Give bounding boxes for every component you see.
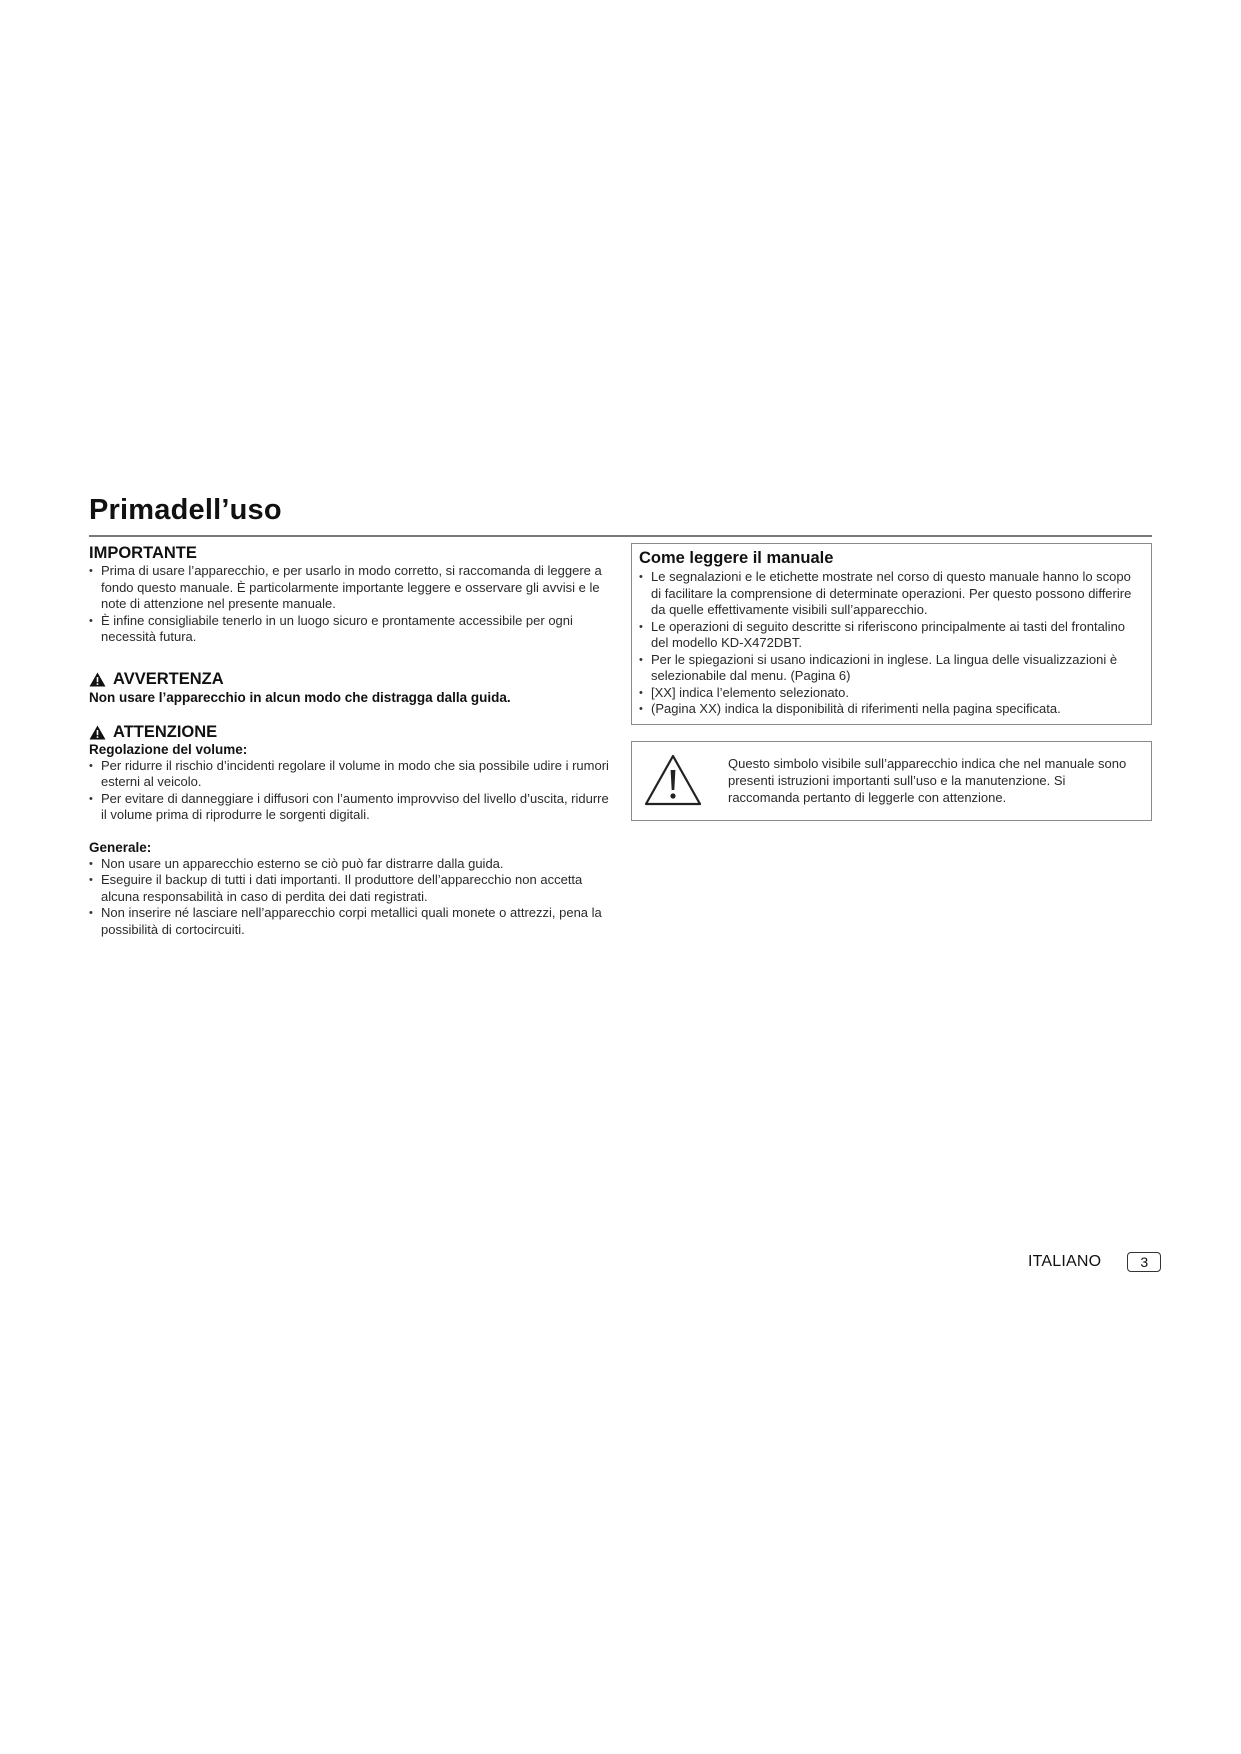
- footer-language: ITALIANO: [1028, 1253, 1102, 1270]
- importante-heading: IMPORTANTE: [89, 544, 197, 562]
- symbol-notice-box: [631, 741, 1152, 821]
- list-item: • Non inserire né lasciare nell’apparecchio corpi metallici quali monete o attrezzi, pena la possibilità di cortocircuiti.: [89, 905, 614, 938]
- warning-triangle-icon: [89, 725, 106, 740]
- title-divider: [89, 535, 1152, 537]
- attenzione-heading: ATTENZIONE: [113, 722, 218, 741]
- manual-guide-heading: Come leggere il manuale: [639, 549, 834, 567]
- page-number: 3: [1127, 1252, 1161, 1272]
- list-item: • Eseguire il backup di tutti i dati importanti. Il produttore dell’apparecchio non accetta alcuna responsabilità in caso di perdita dei dati registrati.: [89, 872, 614, 905]
- caution-triangle-icon: [644, 754, 702, 806]
- list-item: • Per evitare di danneggiare i diffusori con l’aumento improvviso del livello d’uscita, ridurre il volume prima di riprodurre le sorgenti digitali.: [89, 791, 614, 824]
- volume-heading: Regolazione del volume:: [89, 741, 248, 757]
- right-column: [631, 543, 1152, 725]
- list-item: • Per le spiegazioni si usano indicazioni in inglese. La lingua delle visualizzazioni è selezionabile dal menu. (Pagina 6): [639, 652, 1143, 685]
- generale-list: [89, 856, 614, 939]
- attenzione-heading-row: [89, 723, 614, 742]
- manual-guide-list: [639, 569, 1143, 718]
- warning-triangle-icon: [89, 672, 106, 687]
- volume-list: [89, 758, 614, 824]
- manual-guide-box: [631, 543, 1152, 725]
- list-item: • Per ridurre il rischio d’incidenti regolare il volume in modo che sia possibile udire i rumori esterni al veicolo.: [89, 758, 614, 791]
- symbol-notice-text: Questo simbolo visibile sull’apparecchio indica che nel manuale sono presenti istruzioni importanti sull’uso e la manutenzione. Si raccomanda pertanto di leggerle con attenzione.: [728, 756, 1127, 805]
- list-item: • (Pagina XX) indica la disponibilità di riferimenti nella pagina specificata.: [639, 701, 1143, 718]
- page-footer: [1028, 1252, 1161, 1272]
- avvertenza-text: Non usare l’apparecchio in alcun modo che distragga dalla guida.: [89, 689, 511, 705]
- attenzione-section: [89, 723, 614, 824]
- list-item: • È infine consigliabile tenerlo in un luogo sicuro e prontamente accessibile per ogni necessità futura.: [89, 613, 614, 646]
- page-title: Primadell’uso: [89, 494, 282, 526]
- avvertenza-heading: AVVERTENZA: [113, 669, 224, 688]
- importante-section: [89, 544, 614, 646]
- importante-list: [89, 563, 614, 646]
- list-item: • Le segnalazioni e le etichette mostrate nel corso di questo manuale hanno lo scopo di facilitare la comprensione di determinate operazioni. Per questo possono differire da quelle effettivamente visibili sull’apparecchio.: [639, 569, 1143, 619]
- list-item: • Non usare un apparecchio esterno se ciò può far distrarre dalla guida.: [89, 856, 614, 873]
- list-item: • [XX] indica l’elemento selezionato.: [639, 685, 1143, 702]
- generale-heading: Generale:: [89, 839, 152, 855]
- left-column: [89, 544, 614, 938]
- list-item: • Le operazioni di seguito descritte si riferiscono principalmente ai tasti del frontalino del modello KD-X472DBT.: [639, 619, 1143, 652]
- avvertenza-heading-row: [89, 670, 614, 689]
- avvertenza-section: [89, 670, 614, 706]
- generale-section: [89, 840, 614, 939]
- list-item: • Prima di usare l’apparecchio, e per usarlo in modo corretto, si raccomanda di leggere a fondo questo manuale. È particolarmente importante leggere e osservare gli avvisi e le note di attenzione nel presente manuale.: [89, 563, 614, 613]
